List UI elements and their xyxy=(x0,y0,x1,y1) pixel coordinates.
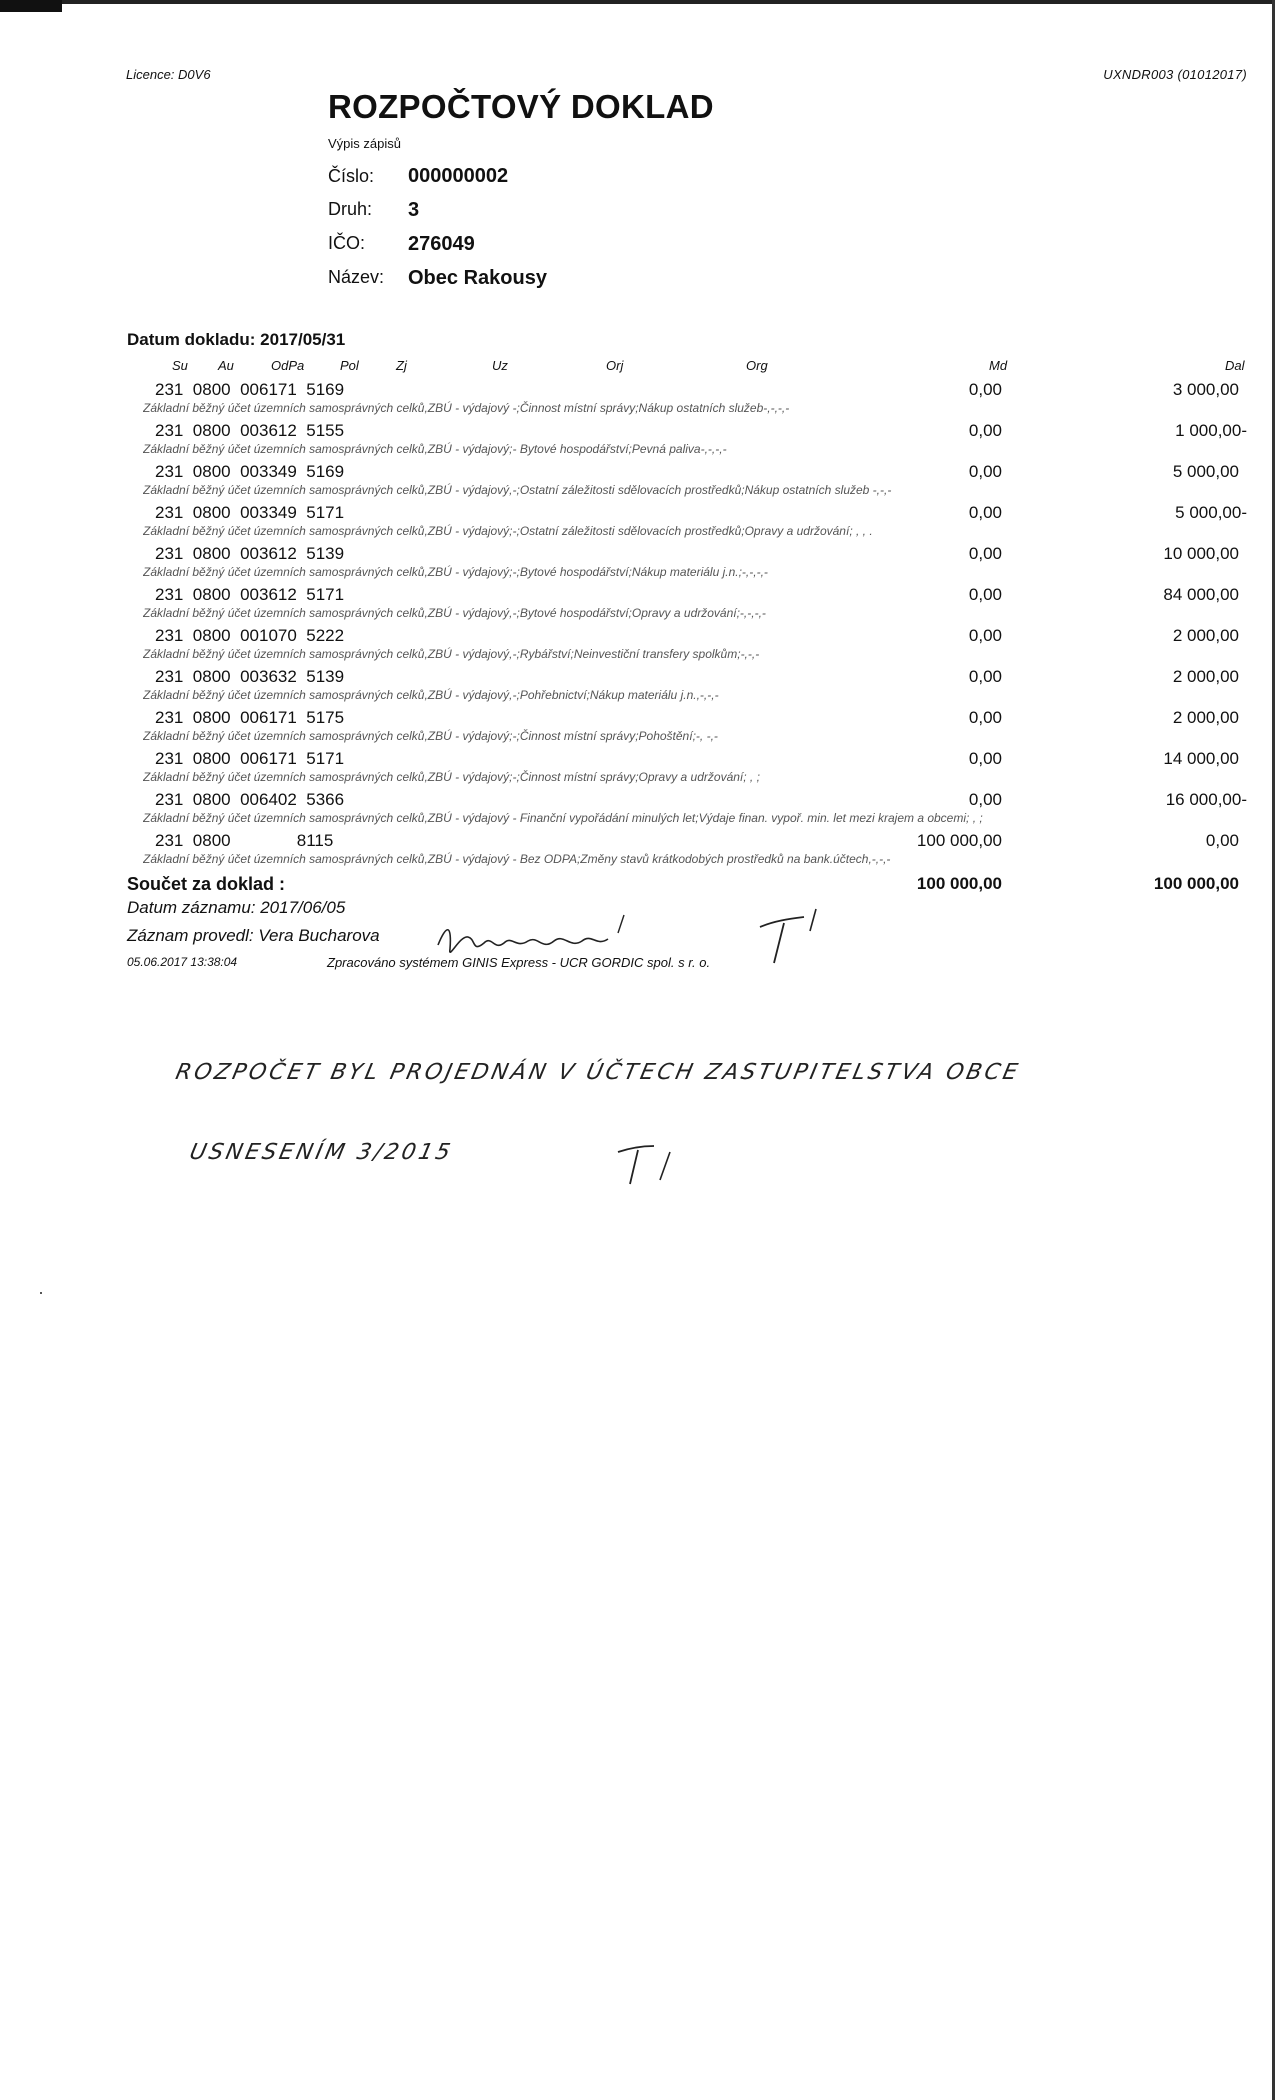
column-header-md: Md xyxy=(989,358,1008,373)
dal-amount: 5 000,00- xyxy=(1175,503,1247,522)
md-amount: 0,00 xyxy=(968,585,1002,604)
table-row xyxy=(0,626,1275,668)
account-code: 231 0800 006171 5171 xyxy=(155,749,345,768)
ico-value: 276049 xyxy=(408,233,475,255)
account-code: 231 0800 006171 5169 xyxy=(155,380,345,399)
form-code: UXNDR003 (01012017) xyxy=(1103,67,1247,82)
md-amount: 0,00 xyxy=(968,790,1002,809)
md-amount: 0,00 xyxy=(968,667,1002,686)
nazev-value: Obec Rakousy xyxy=(408,267,547,289)
document-title: ROZPOČTOVÝ DOKLAD xyxy=(328,88,714,125)
md-amount: 0,00 xyxy=(968,626,1002,645)
account-code: 231 0800 003349 5169 xyxy=(155,462,345,481)
table-row xyxy=(0,585,1275,627)
row-description: Základní běžný účet územních samosprávných celků,ZBÚ - výdajový,-;Bytové hospodářství;Opravy a udržování;-,-,-,- xyxy=(143,606,766,620)
table-row xyxy=(0,790,1275,832)
row-description: Základní běžný účet územních samosprávných celků,ZBÚ - výdajový - Finanční vypořádání minulých let;Výdaje finan. vypoř. min. let mezi krajem a obcemi; , ; xyxy=(143,811,983,825)
account-code: 231 0800 001070 5222 xyxy=(155,626,345,645)
table-row xyxy=(0,544,1275,586)
row-description: Základní běžný účet územních samosprávných celků,ZBÚ - výdajový;-;Činnost místní správy;Opravy a udržování; , ; xyxy=(143,770,760,784)
md-amount: 100 000,00 xyxy=(916,831,1002,850)
record-date: Datum záznamu: 2017/06/05 xyxy=(127,898,346,917)
total-label: Součet za doklad : xyxy=(127,874,286,894)
column-header-org: Org xyxy=(746,358,768,373)
dal-amount: 5 000,00 xyxy=(1172,462,1239,481)
row-description: Základní běžný účet územních samosprávných celků,ZBÚ - výdajový;-;Bytové hospodářství;Nákup materiálu j.n.;-,-,-,- xyxy=(143,565,768,579)
row-description: Základní běžný účet územních samosprávných celků,ZBÚ - výdajový;- Bytové hospodářství;Pevná paliva-,-,-,- xyxy=(143,442,727,456)
table-row xyxy=(0,667,1275,709)
account-code: 231 0800 003632 5139 xyxy=(155,667,345,686)
account-code: 231 0800 003349 5171 xyxy=(155,503,345,522)
table-row xyxy=(0,380,1275,422)
dal-amount: 0,00 xyxy=(1205,831,1239,850)
document-date: Datum dokladu: 2017/05/31 xyxy=(127,330,346,349)
processed-by-note: Zpracováno systémem GINIS Express - UCR GORDIC spol. s r. o. xyxy=(327,955,711,970)
dal-amount: 2 000,00 xyxy=(1172,667,1239,686)
table-row xyxy=(0,462,1275,504)
row-description: Základní běžný účet územních samosprávných celků,ZBÚ - výdajový,-;Rybářství;Neinvestiční transfery spolkům;-,-,- xyxy=(143,647,760,661)
dal-amount: 84 000,00 xyxy=(1163,585,1239,604)
table-row xyxy=(0,708,1275,750)
account-code: 231 0800 006402 5366 xyxy=(155,790,345,809)
row-description: Základní běžný účet územních samosprávných celků,ZBÚ - výdajový -;Činnost místní správy;Nákup ostatních služeb-,-,-,- xyxy=(143,401,790,415)
column-header-orj: Orj xyxy=(606,358,624,373)
total-md: 100 000,00 xyxy=(916,874,1002,893)
druh-label: Druh: xyxy=(328,199,373,219)
column-header-dal: Dal xyxy=(1225,358,1245,373)
cislo-value: 000000002 xyxy=(408,165,509,187)
account-code: 231 0800 003612 5139 xyxy=(155,544,345,563)
dal-amount: 10 000,00 xyxy=(1163,544,1239,563)
row-description: Základní běžný účet územních samosprávných celků,ZBÚ - výdajový,-;Ostatní záležitosti sdělovacích prostředků;Nákup ostatních služeb -,-,- xyxy=(143,483,892,497)
handwritten-initials xyxy=(612,1140,682,1190)
md-amount: 0,00 xyxy=(968,380,1002,399)
cislo-label: Číslo: xyxy=(328,166,375,186)
table-row xyxy=(0,831,1275,873)
handwritten-signature xyxy=(432,905,852,975)
md-amount: 0,00 xyxy=(968,462,1002,481)
row-description: Základní běžný účet územních samosprávných celků,ZBÚ - výdajový,-;Pohřebnictví;Nákup materiálu j.n.,-,-,- xyxy=(143,688,719,702)
handwritten-note-line2: USNESENÍM 3/2015 xyxy=(187,1140,456,1165)
handwritten-note-line1: ROZPOČET BYL PROJEDNÁN V ÚČTECH ZASTUPITELSTVA OBCE xyxy=(173,1060,1023,1085)
column-header-su: Su xyxy=(172,358,188,373)
scan-mark xyxy=(0,0,62,12)
row-description: Základní běžný účet územních samosprávných celků,ZBÚ - výdajový - Bez ODPA;Změny stavů krátkodobých prostředků na bank.účtech,-,-,- xyxy=(143,852,891,866)
account-code: 231 0800 003612 5171 xyxy=(155,585,345,604)
scan-edge xyxy=(0,0,1275,4)
total-dal: 100 000,00 xyxy=(1153,874,1239,893)
licence-label: Licence: D0V6 xyxy=(126,67,211,82)
dal-amount: 3 000,00 xyxy=(1172,380,1239,399)
table-row xyxy=(0,503,1275,545)
dal-amount: 1 000,00- xyxy=(1175,421,1247,440)
account-code: 231 0800 8115 xyxy=(155,831,334,850)
druh-value: 3 xyxy=(408,199,420,221)
print-timestamp: 05.06.2017 13:38:04 xyxy=(127,955,238,969)
table-row xyxy=(0,421,1275,463)
dal-amount: 14 000,00 xyxy=(1163,749,1239,768)
column-header-odpa: OdPa xyxy=(271,358,305,373)
column-header-pol: Pol xyxy=(340,358,359,373)
document-subtitle: Výpis zápisů xyxy=(328,136,401,151)
dal-amount: 2 000,00 xyxy=(1172,708,1239,727)
nazev-label: Název: xyxy=(328,267,385,287)
column-header-zj: Zj xyxy=(396,358,407,373)
md-amount: 0,00 xyxy=(968,749,1002,768)
md-amount: 0,00 xyxy=(968,708,1002,727)
record-author: Záznam provedl: Vera Bucharova xyxy=(127,926,380,945)
md-amount: 0,00 xyxy=(968,503,1002,522)
column-header-uz: Uz xyxy=(492,358,508,373)
row-description: Základní běžný účet územních samosprávných celků,ZBÚ - výdajový;-;Ostatní záležitosti sdělovacích prostředků;Opravy a udržování; , , . xyxy=(143,524,873,538)
dal-amount: 2 000,00 xyxy=(1172,626,1239,645)
account-code: 231 0800 006171 5175 xyxy=(155,708,345,727)
md-amount: 0,00 xyxy=(968,544,1002,563)
ico-label: IČO: xyxy=(328,233,366,253)
dal-amount: 16 000,00- xyxy=(1165,790,1247,809)
column-header-au: Au xyxy=(218,358,234,373)
account-code: 231 0800 003612 5155 xyxy=(155,421,345,440)
md-amount: 0,00 xyxy=(968,421,1002,440)
row-description: Základní běžný účet územních samosprávných celků,ZBÚ - výdajový;-;Činnost místní správy;Pohoštění;-, -,- xyxy=(143,729,718,743)
scan-speck xyxy=(40,1292,42,1294)
table-row xyxy=(0,749,1275,791)
